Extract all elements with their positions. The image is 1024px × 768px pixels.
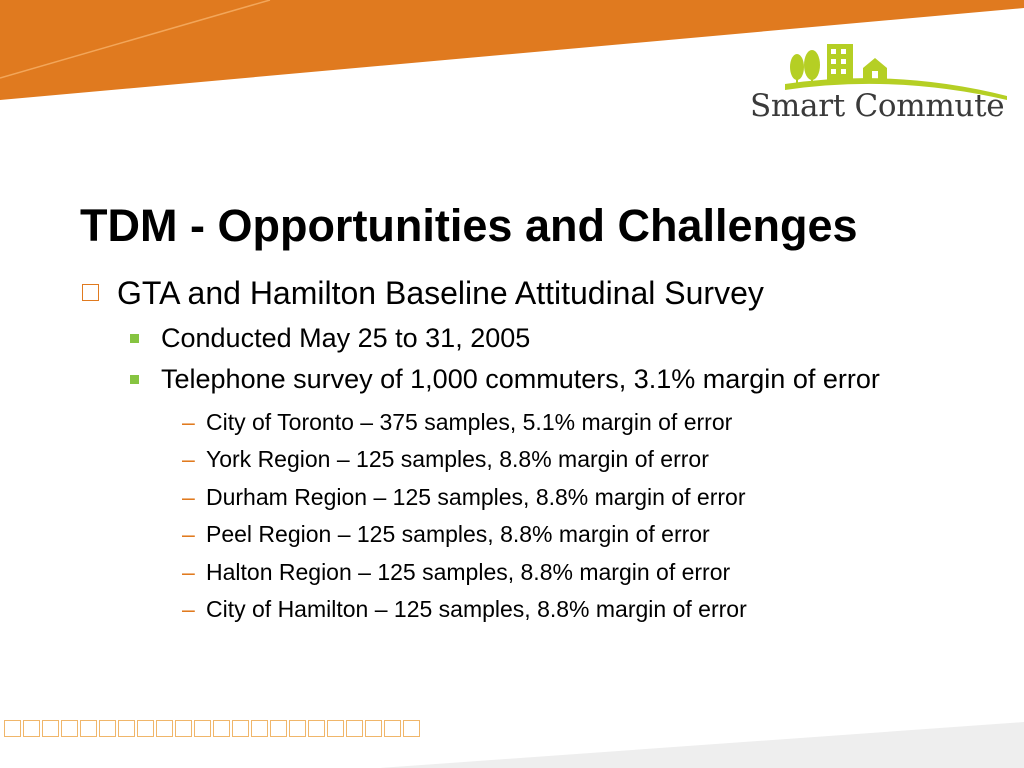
bullet-level3-item [182,479,1024,516]
bullet-level2-text: Conducted May 25 to 31, 2005 [161,323,531,353]
bullet-level3-item [182,404,1024,441]
bullet-level1-text: GTA and Hamilton Baseline Attitudinal Survey [117,275,764,311]
dash-bullet-icon: – [182,409,195,435]
bullet-level2-item [130,320,961,357]
logo-wordmark: Smart Commute [750,88,1005,124]
footer-placeholder-glyphs [4,720,420,737]
bullet-level3-text: City of Toronto – 375 samples, 5.1% margin of error [206,409,733,435]
filled-square-bullet-icon [130,334,139,343]
bullet-level3-text: City of Hamilton – 125 samples, 8.8% margin of error [206,596,747,623]
dash-bullet-icon: – [182,596,195,623]
bullet-level2-item [130,361,961,398]
dash-bullet-icon: – [182,446,195,473]
bullet-level3-item [182,441,1024,478]
bullet-level3-item [182,554,1024,591]
slide-title: TDM - Opportunities and Challenges [80,200,858,251]
dash-bullet-icon: – [182,483,195,510]
bullet-level3-text: Durham Region – 125 samples, 8.8% margin of error [206,483,746,510]
bullet-list [0,270,1024,628]
bullet-level3-text: Halton Region – 125 samples, 8.8% margin of error [206,558,731,585]
dash-bullet-icon: – [182,521,195,548]
filled-square-bullet-icon [130,375,139,384]
bullet-level3-text: York Region – 125 samples, 8.8% margin of error [206,446,709,473]
bullet-level2-text: Telephone survey of 1,000 commuters, 3.1% margin of error [161,364,880,394]
bullet-level1-item [82,270,1024,316]
bullet-level3-item [182,591,1024,628]
dash-bullet-icon: – [182,558,195,585]
bullet-level3-text: Peel Region – 125 samples, 8.8% margin of error [206,521,710,548]
bullet-level3-item [182,516,1024,553]
smart-commute-logo [745,40,1010,132]
hollow-square-bullet-icon [82,284,99,301]
